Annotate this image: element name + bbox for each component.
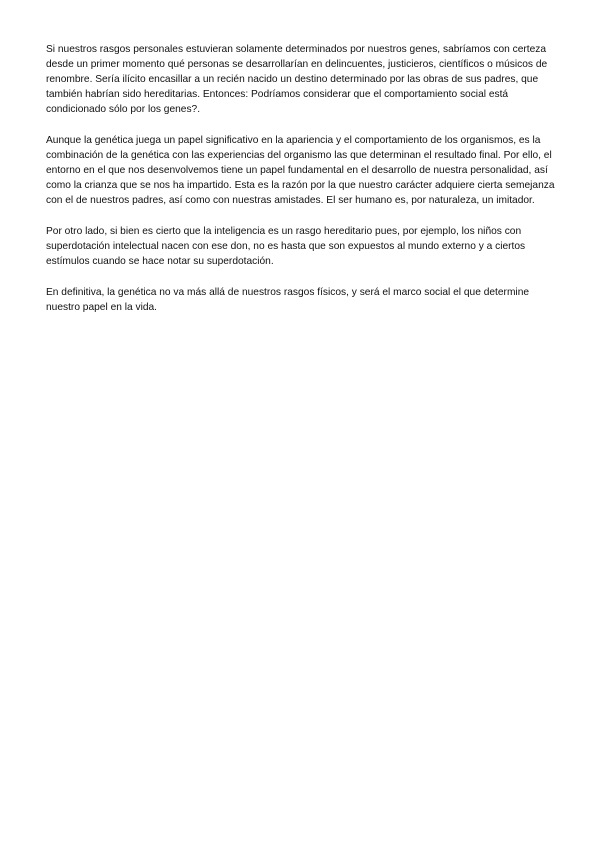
paragraph-intro: Si nuestros rasgos personales estuvieran solamente determinados por nuestros genes, sabríamos con certeza desde un primer momento qué personas se desarrollarían en delincuentes, justicieros, científicos o músicos de renombre. Sería ilícito encasillar a un recién nacido un destino determinado por las obras de sus padres, que también habrían sido hereditarias. Entonces: Podríamos considerar que el comportamiento social está condicionado sólo por los genes?. [46,44,548,115]
paragraph-conclusion: En definitiva, la genética no va más allá de nuestros rasgos físicos, y será el marco social el que determine nuestro papel en la vida. [46,287,530,313]
document-body [46,42,558,331]
paragraph-intelligence: Por otro lado, si bien es cierto que la inteligencia es un rasgo hereditario pues, por ejemplo, los niños con superdotación intelectual nacen con ese don, no es hasta que son expuestos al mundo externo y a ciertos estímulos cuando se hace notar su superdotación. [46,226,526,267]
paragraph-genetics-environment: Aunque la genética juega un papel significativo en la apariencia y el comportamiento de los organismos, es la combinación de la genética con las experiencias del organismo las que determinan el resultado final. Por ello, el entorno en el que nos desenvolvemos tiene un papel fundamental en el desarrollo de nuestra personalidad, así como la crianza que se nos ha impartido. Esta es la razón por la que nuestro carácter adquiere cierta semejanza con el de nuestros padres, así como con nuestras amistades. El ser humano es, por naturaleza, un imitador. [46,135,555,206]
